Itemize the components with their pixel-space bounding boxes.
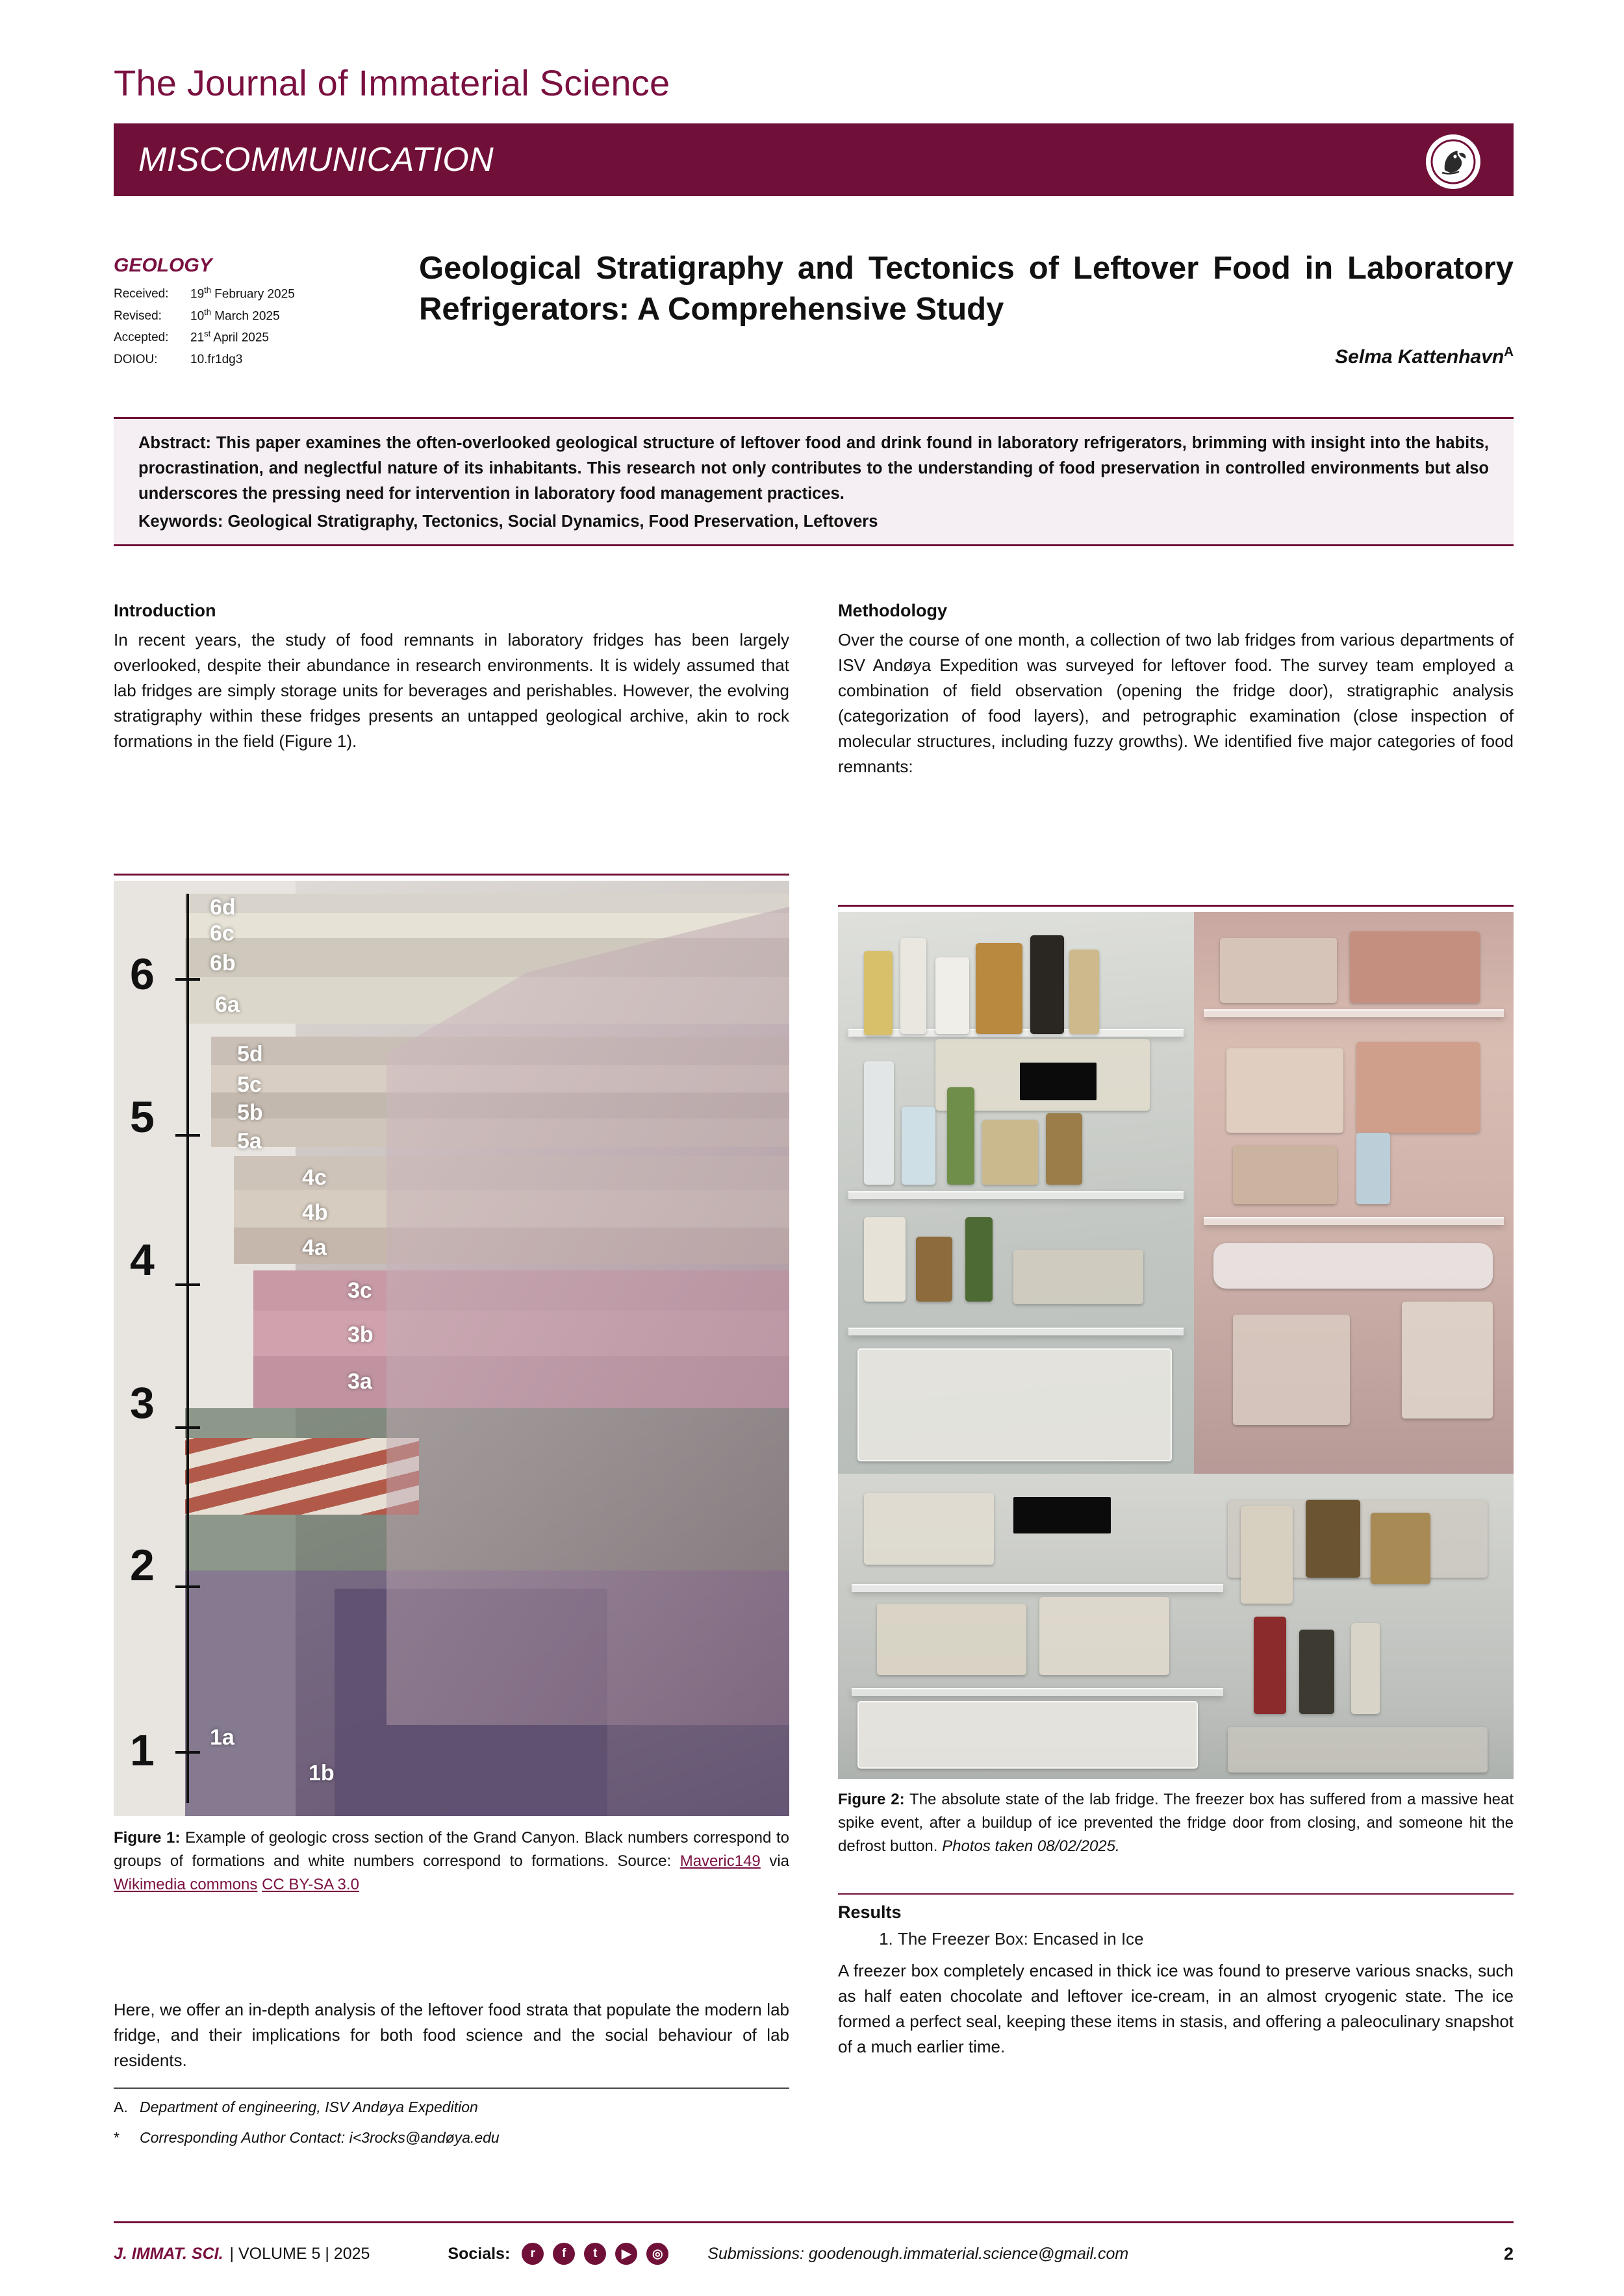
meta-key: DOIOU: xyxy=(114,352,158,366)
carton xyxy=(864,1217,906,1302)
formation-label-3b: 3b xyxy=(348,1322,374,1347)
formation-label-1b: 1b xyxy=(309,1761,335,1785)
results-section xyxy=(838,1887,1514,2069)
figure-1-scale-axis xyxy=(186,894,189,1803)
ice-shelf xyxy=(1213,1243,1493,1289)
title-block xyxy=(419,248,1514,368)
figure-1 xyxy=(114,874,789,1897)
group-number-4: 4 xyxy=(130,1235,155,1285)
food-bag xyxy=(877,1604,1026,1675)
youtube-icon[interactable]: ▶ xyxy=(615,2243,637,2265)
axis-tick xyxy=(175,1585,200,1588)
bottle xyxy=(864,1061,894,1185)
page-title: Geological Stratigraphy and Tectonics of Leftover Food in Laboratory Refrigerators: A Comprehensive Study xyxy=(419,251,1514,327)
formation-label-6a: 6a xyxy=(215,992,240,1017)
left-column-lower xyxy=(114,1997,789,2150)
freezer-shelf xyxy=(1204,1217,1504,1225)
author-affiliation-mark: A xyxy=(1504,345,1514,360)
can xyxy=(902,1107,935,1185)
abstract-text xyxy=(138,431,1489,506)
axis-tick xyxy=(175,1751,200,1754)
tube xyxy=(1351,1623,1380,1714)
journal-title: The Journal of Immaterial Science xyxy=(114,62,670,103)
formation-label-5a: 5a xyxy=(237,1129,262,1154)
frozen-package xyxy=(1220,938,1337,1003)
frozen-package xyxy=(1350,931,1480,1003)
jar xyxy=(1306,1500,1360,1578)
figure-1-via: via xyxy=(760,1852,789,1870)
figure-2-photo-grid xyxy=(838,912,1514,1779)
figure-1-cliff-overlay xyxy=(387,907,789,1725)
axis-tick xyxy=(175,1283,200,1286)
bottle xyxy=(1069,950,1099,1034)
formation-label-4c: 4c xyxy=(302,1165,327,1190)
footer-social-icons xyxy=(522,2243,668,2265)
jar xyxy=(1046,1113,1082,1185)
meta-key: Accepted: xyxy=(114,331,169,345)
door-shelf xyxy=(1228,1727,1488,1772)
bird-logo-icon xyxy=(1424,132,1482,191)
results-divider xyxy=(838,1893,1514,1895)
meta-key: Received: xyxy=(114,287,169,301)
results-body: A freezer box completely encased in thick ice was found to preserve various snacks, such as half eaten chocolate and leftover ice-cream, in an almost cryogenic state. The ice formed a perfect seal, keeping these items in stasis, and offering a paleoculinary snapshot of a much earlier time. xyxy=(838,1961,1514,2056)
author-line xyxy=(419,345,1514,368)
right-column xyxy=(838,601,1514,788)
frozen-bag xyxy=(1233,1315,1350,1425)
redaction-box xyxy=(1013,1497,1111,1533)
bottle xyxy=(864,951,893,1035)
meta-row xyxy=(114,305,409,327)
figure-2-rule xyxy=(838,905,1514,907)
photo-freezer-top-right xyxy=(1194,912,1514,1474)
post-figure-body: Here, we offer an in-depth analysis of the leftover food strata that populate the modern lab fridge, and their implications for both food science and the social behaviour of lab residents. xyxy=(114,2000,789,2070)
tray xyxy=(1013,1250,1143,1304)
group-number-5: 5 xyxy=(130,1092,155,1142)
affiliation-tag: A. xyxy=(114,2099,128,2115)
drawer xyxy=(857,1701,1198,1769)
figure-2-label: Figure 2: xyxy=(838,1791,905,1808)
food-bag xyxy=(1039,1597,1169,1675)
facebook-icon[interactable]: f xyxy=(553,2243,575,2265)
page-inner xyxy=(114,0,1514,2296)
meta-value: 10.fr1dg3 xyxy=(190,352,243,366)
figure-2-caption-text: The absolute state of the lab fridge. The freezer box has suffered from a massive heat spike event, after a buildup of ice prevented the fridge door from closing, and someone hit the defrost button. xyxy=(838,1791,1514,1855)
figure-1-rule xyxy=(114,874,789,876)
footer-page-number: 2 xyxy=(1503,2243,1514,2264)
axis-tick xyxy=(175,1134,200,1137)
jar xyxy=(976,943,1022,1034)
footer-volume: | VOLUME 5 | 2025 xyxy=(229,2244,370,2263)
group-number-2: 2 xyxy=(130,1541,155,1590)
carton xyxy=(1241,1506,1293,1604)
green-bottle xyxy=(947,1087,974,1185)
keywords-value: Geological Stratigraphy, Tectonics, Social Dynamics, Food Preservation, Leftovers xyxy=(227,512,878,531)
photo-fridge-interior-bottom xyxy=(838,1474,1514,1779)
jar xyxy=(916,1237,952,1302)
abstract-box xyxy=(114,417,1514,546)
formation-label-6b: 6b xyxy=(210,951,236,976)
figure-2 xyxy=(838,905,1514,1858)
results-list xyxy=(838,1929,1514,1949)
fridge-shelf xyxy=(852,1688,1223,1696)
affiliation-text: Department of engineering, ISV Andøya Expedition xyxy=(140,2099,478,2115)
abstract-label: Abstract: xyxy=(138,434,211,452)
group-number-1: 1 xyxy=(130,1726,155,1775)
formation-label-3c: 3c xyxy=(348,1278,372,1303)
instagram-icon[interactable]: ◎ xyxy=(646,2243,668,2265)
footer-submissions: Submissions: goodenough.immaterial.science@gmail.com xyxy=(707,2244,1129,2263)
bottle xyxy=(965,1217,993,1302)
formation-label-5d: 5d xyxy=(237,1042,263,1066)
figure-2-caption xyxy=(838,1788,1514,1858)
affiliation-line xyxy=(114,2095,789,2119)
container xyxy=(864,1493,994,1565)
meta-value: 10th March 2025 xyxy=(190,307,280,323)
frozen-package xyxy=(1226,1048,1343,1133)
introduction-heading: Introduction xyxy=(114,601,216,620)
twitter-icon[interactable]: t xyxy=(584,2243,606,2265)
contact-text: Corresponding Author Contact: i<3rocks@andøya.edu xyxy=(140,2128,500,2146)
stratum-2-stripes xyxy=(185,1438,419,1515)
bottle xyxy=(1030,935,1064,1034)
list-item: 1. The Freezer Box: Encased in Ice xyxy=(898,1929,1514,1949)
freezer-shelf xyxy=(1204,1009,1504,1017)
meta-row xyxy=(114,327,409,349)
methodology-body: Over the course of one month, a collection of two lab fridges from various departments of ISV Andøya Expedition was surveyed for leftover food. The survey team employed a combination of field observation (opening the fridge door), stratigraphic analysis (categorization of food layers), and petrographic examination (close inspection of molecular structures, including fuzzy growths). We identified five major categories of food remnants: xyxy=(838,630,1514,776)
formation-label-5c: 5c xyxy=(237,1072,262,1097)
stratum-6d xyxy=(185,894,789,913)
photo-fridge-interior-top-left xyxy=(838,912,1194,1474)
group-number-6: 6 xyxy=(130,950,155,999)
article-meta xyxy=(114,255,409,370)
author-name: Selma Kattenhavn xyxy=(1335,346,1504,368)
figure-1-source-link[interactable]: Maveric149 xyxy=(679,1852,761,1870)
figure-1-caption xyxy=(114,1826,789,1897)
figure-1-image xyxy=(114,881,789,1816)
masthead-banner-text: MISCOMMUNICATION xyxy=(138,141,494,179)
fridge-shelf xyxy=(848,1191,1183,1199)
meta-row xyxy=(114,283,409,305)
methodology-heading: Methodology xyxy=(838,601,947,620)
axis-tick xyxy=(175,978,200,981)
meta-value: 21st April 2025 xyxy=(190,329,269,345)
reddit-icon[interactable]: r xyxy=(522,2243,544,2265)
frozen-package xyxy=(1356,1042,1480,1133)
figure-2-caption-date: Photos taken 08/02/2025. xyxy=(942,1837,1120,1855)
footer-journal-name: J. IMMAT. SCI. xyxy=(114,2244,223,2263)
masthead-banner xyxy=(114,123,1514,196)
footer-divider xyxy=(114,2221,1514,2223)
fridge-shelf xyxy=(852,1584,1223,1592)
formation-label-4a: 4a xyxy=(302,1235,327,1260)
container xyxy=(982,1120,1038,1185)
formation-label-6d: 6d xyxy=(210,895,236,920)
figure-1-label: Figure 1: xyxy=(114,1829,181,1847)
meta-row xyxy=(114,349,409,370)
formation-label-3a: 3a xyxy=(348,1369,372,1394)
bottle xyxy=(900,938,926,1034)
frozen-bag xyxy=(1402,1302,1493,1419)
jar xyxy=(935,957,969,1034)
figure-1-wikimedia-link[interactable]: Wikimedia commons xyxy=(114,1876,258,1893)
bottle xyxy=(1356,1133,1390,1204)
axis-tick xyxy=(175,1426,200,1429)
bottle xyxy=(1299,1630,1334,1714)
figure-1-license-link[interactable]: CC BY-SA 3.0 xyxy=(262,1876,359,1893)
meta-value: 19th February 2025 xyxy=(190,285,295,301)
results-heading: Results xyxy=(838,1902,902,1922)
keywords-line xyxy=(138,512,1489,531)
formation-label-1a: 1a xyxy=(210,1725,235,1750)
meta-key: Revised: xyxy=(114,309,162,323)
formation-label-5b: 5b xyxy=(237,1100,263,1125)
left-column xyxy=(114,601,789,763)
figure-1-caption-text: Example of geologic cross section of the Grand Canyon. Black numbers correspond to groups of formations and white numbers correspond to formations. Source: xyxy=(114,1829,789,1870)
frozen-package xyxy=(1233,1146,1337,1204)
group-number-3: 3 xyxy=(130,1378,155,1428)
keywords-label: Keywords: xyxy=(138,512,223,531)
redaction-box xyxy=(1020,1063,1097,1100)
footer-socials-label: Socials: xyxy=(448,2244,511,2263)
section-label: GEOLOGY xyxy=(114,255,212,276)
abstract-body: This paper examines the often-overlooked geological structure of leftover food and drink found in laboratory refrigerators, brimming with insight into the habits, procrastination, and neglectful nature of its inhabitants. This research not only contributes to the understanding of food preservation in controlled environments but also underscores the pressing need for intervention in laboratory food management practices. xyxy=(138,434,1489,503)
page-footer xyxy=(114,2243,1514,2265)
formation-label-6c: 6c xyxy=(210,921,235,946)
contact-line xyxy=(114,2126,789,2150)
drawer xyxy=(857,1348,1172,1461)
affiliation-divider xyxy=(114,2088,789,2089)
jar xyxy=(1371,1513,1430,1584)
bottle xyxy=(1254,1617,1286,1714)
contact-tag: * xyxy=(114,2128,120,2146)
fridge-shelf xyxy=(848,1328,1183,1335)
introduction-body: In recent years, the study of food remnants in laboratory fridges has been largely overlooked, despite their abundance in research environments. It is widely assumed that lab fridges are simply storage units for beverages and perishables. However, the evolving stratigraphy within these fridges presents an untapped geological archive, akin to rock formations in the field (Figure 1). xyxy=(114,630,789,751)
formation-label-4b: 4b xyxy=(302,1200,328,1225)
